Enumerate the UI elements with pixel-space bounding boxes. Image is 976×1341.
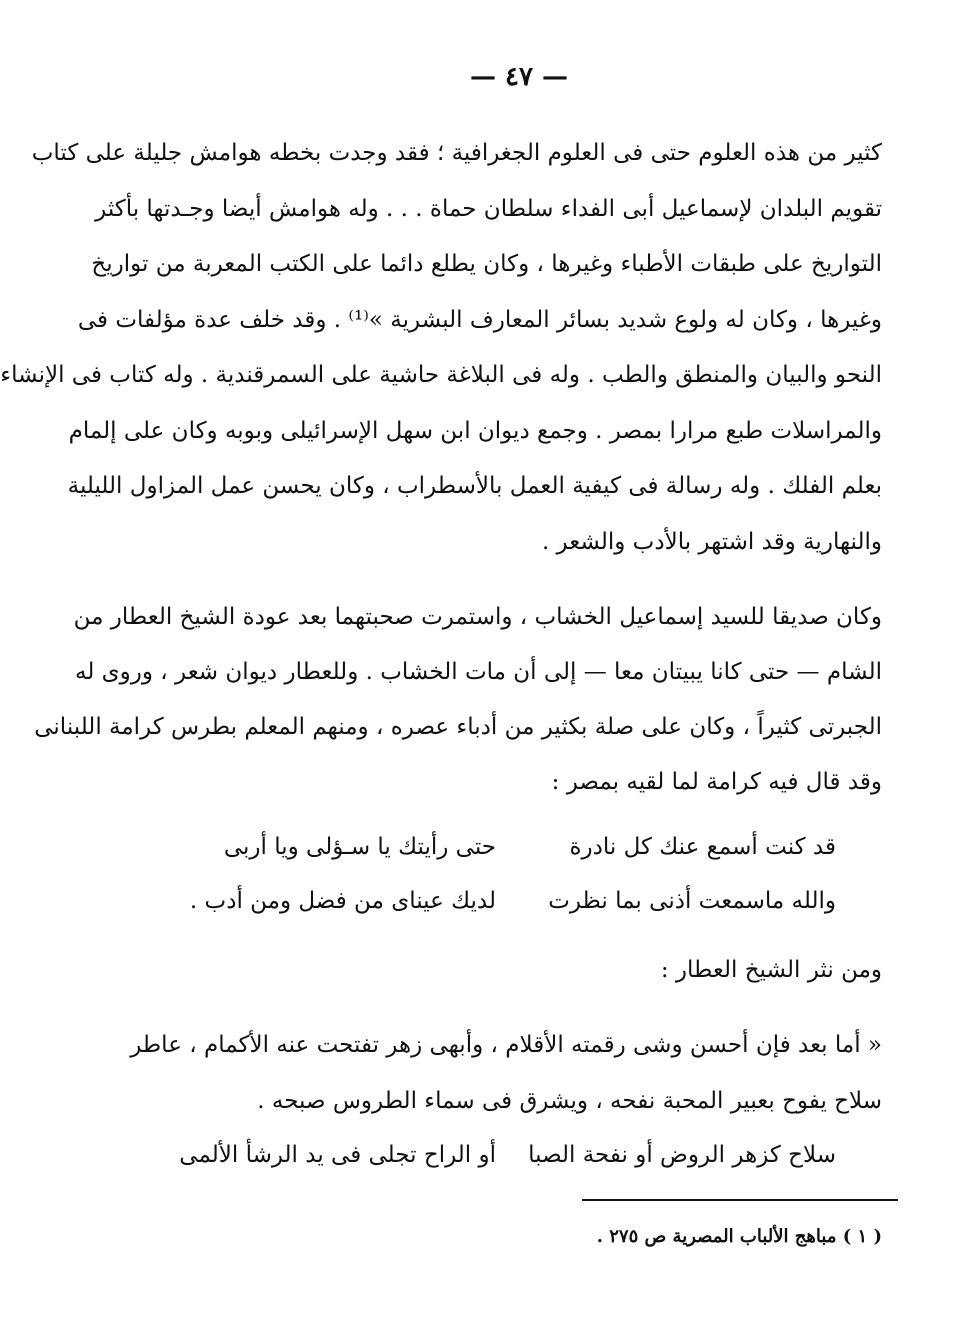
text-line: وقد قال فيه كرامة لما لقيه بمصر : — [551, 769, 882, 795]
hemistich-first: قد كنت أسمع عنك كل نادرة — [569, 834, 836, 860]
poem-verse — [179, 1128, 836, 1182]
text-line: تقويم البلدان لإسماعيل أبى الفداء سلطان حماة . . . وله هوامش أيضا وجـدتها بأكثر — [95, 195, 882, 222]
text-line: والنهارية وقد اشتهر بالأدب والشعر . — [541, 528, 882, 555]
hemistich-first: سلاح كزهر الروض أو نفحة الصبا — [528, 1142, 836, 1168]
paragraph-1 — [0, 126, 882, 570]
text-line: كثير من هذه العلوم حتى فى العلوم الجغرافية ؛ فقد وجدت بخطه هوامش جليلة على كتاب — [31, 140, 882, 166]
text-line: بعلم الفلك . وله رسالة فى كيفية العمل بالأسطراب ، وكان يحسن عمل المزاول الليلية — [67, 473, 882, 499]
prose-intro-line: ومن نثر الشيخ العطار : — [660, 957, 882, 983]
hemistich-second: حتى رأيتك يا سـؤلى ويا أربى — [223, 834, 496, 860]
paragraph-3 — [130, 1017, 882, 1129]
text-line: سلاح يفوح بعبير المحبة نفحه ، ويشرق فى سماء الطروس صبحه . — [257, 1088, 882, 1114]
paragraph-2 — [34, 590, 882, 810]
poem-verse — [196, 820, 836, 874]
footnote-divider — [582, 1199, 898, 1201]
text-line: النحو والبيان والمنطق والطب . وله فى البلاغة حاشية على السمرقندية . وله كتاب فى الإنشاء — [0, 362, 882, 388]
text-line: الشام — حتى كانا يبيتان معا — إلى أن مات الخشاب . وللعطار ديوان شعر ، وروى له — [74, 659, 882, 685]
poem-2 — [179, 1128, 836, 1182]
page-number: — ٤٧ — — [469, 62, 569, 92]
text-line: والمراسلات طبع مرارا بمصر . وجمع ديوان ابن سهل الإسرائيلى وبوبه وكان على إلمام — [68, 417, 882, 444]
poem-verse — [189, 874, 836, 928]
text-line: التواريخ على طبقات الأطباء وغيرها ، وكان يطلع دائما على الكتب المعربة من تواريخ — [91, 251, 882, 277]
footnote: ( ١ ) مباهج الألباب المصرية ص ٢٧٥ . — [596, 1226, 882, 1247]
poem-1 — [189, 820, 836, 928]
text-line: وغيرها ، وكان له ولوع شديد بسائر المعارف البشرية »⁽¹⁾ . وقد خلف عدة مؤلفات فى — [77, 306, 882, 333]
hemistich-second: لديك عيناى من فضل ومن أدب . — [189, 888, 496, 914]
text-line: الجبرتى كثيراً ، وكان على صلة بكثير من أدباء عصره ، ومنهم المعلم بطرس كرامة اللبنانى — [34, 714, 882, 740]
text-line: وكان صديقا للسيد إسماعيل الخشاب ، واستمرت صحبتهما بعد عودة الشيخ العطار من — [73, 604, 882, 630]
text-line: « أما بعد فإن أحسن وشى رقمته الأقلام ، وأبهى زهر تفتحت عنه الأكمام ، عاطر — [130, 1032, 882, 1058]
hemistich-first: والله ماسمعت أذنى بما نظرت — [548, 888, 836, 914]
hemistich-second: أو الراح تجلى فى يد الرشأ الألمى — [179, 1142, 496, 1168]
